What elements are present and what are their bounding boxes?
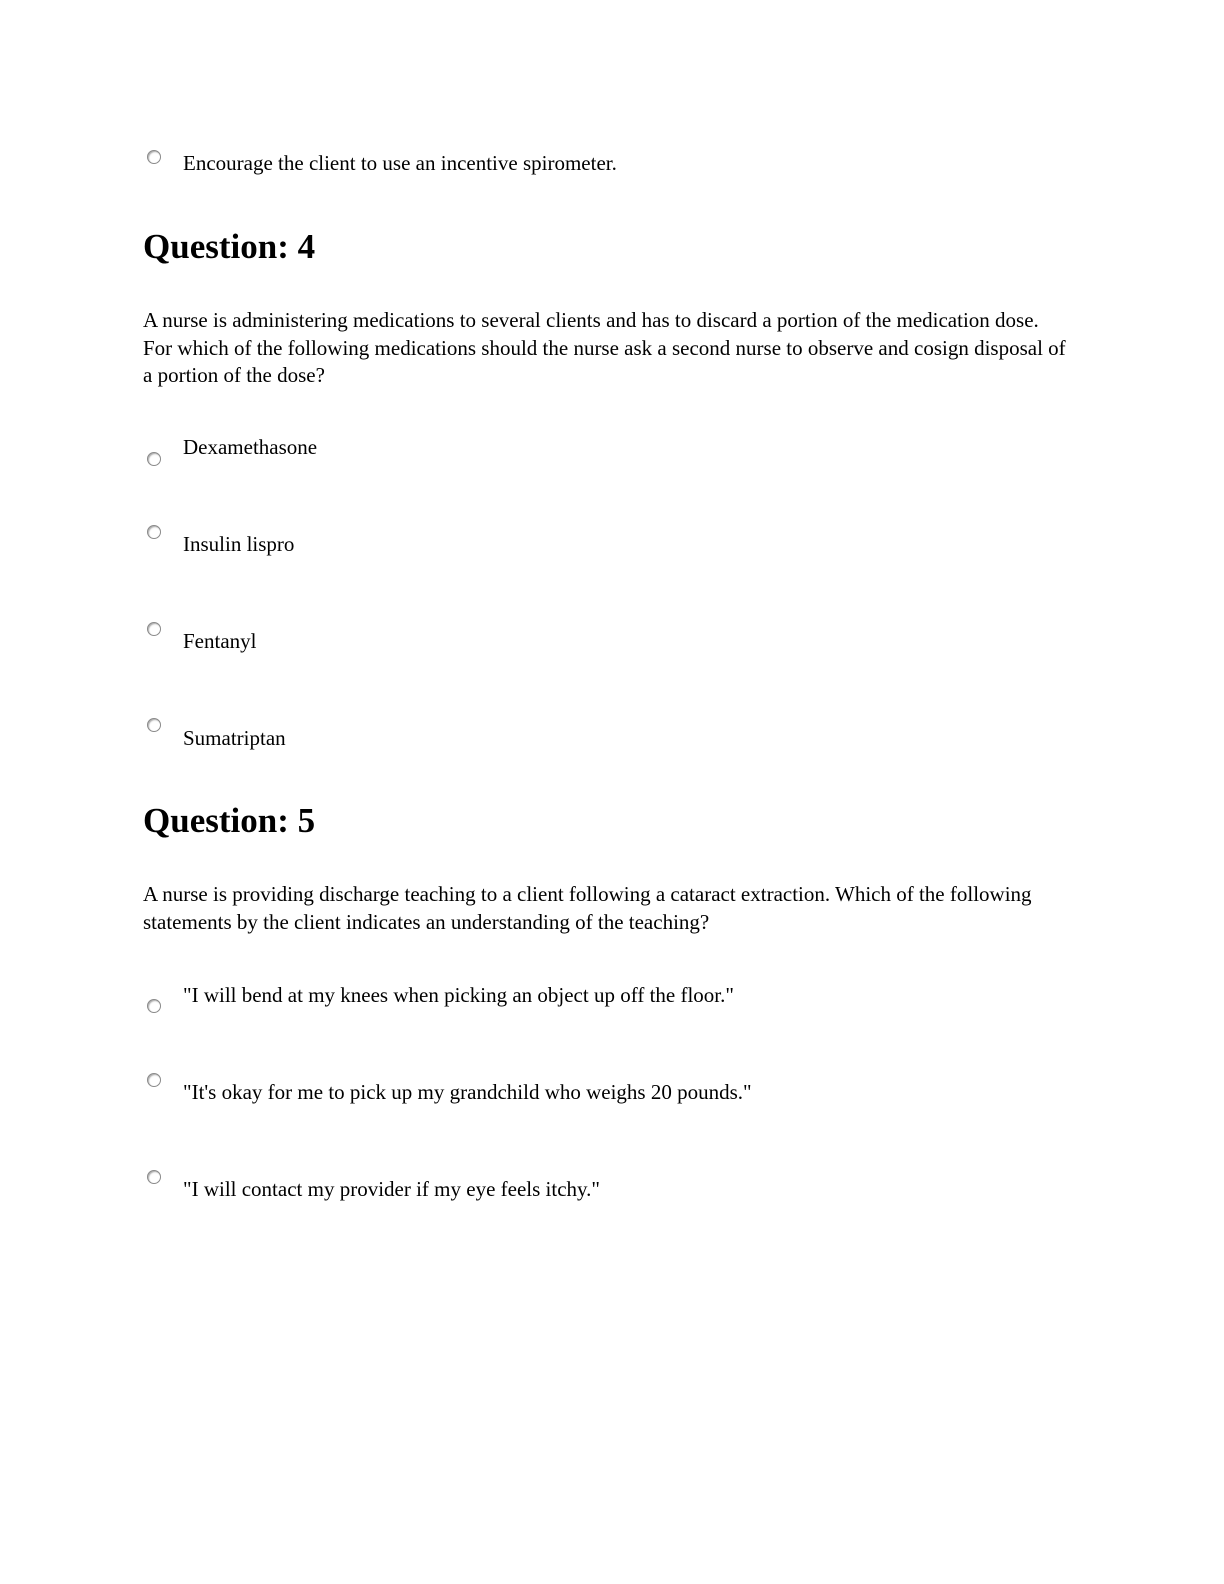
radio-button-q5-option-1[interactable] bbox=[147, 999, 161, 1013]
radio-button-q5-option-3[interactable] bbox=[147, 1170, 161, 1184]
q5-option-1-text: "I will bend at my knees when picking an object up off the floor." bbox=[183, 983, 734, 1007]
q4-option-2-text: Insulin lispro bbox=[183, 532, 295, 556]
question-4-stem: A nurse is administering medications to several clients and has to discard a portion of the medication dose. For which of the following medications should the nurse ask a second nurse to observe and cosign disposal of a portion of the dose? bbox=[143, 308, 1066, 387]
q3-option-text: Encourage the client to use an incentive spirometer. bbox=[183, 151, 617, 175]
question-5-heading: Question: 5 bbox=[143, 801, 316, 840]
radio-button-q3-option[interactable] bbox=[147, 150, 161, 164]
question-5-stem: A nurse is providing discharge teaching to a client following a cataract extraction. Which of the following statements by the client indicates an understanding of the teaching? bbox=[143, 882, 1032, 934]
q5-option-3-text: "I will contact my provider if my eye feels itchy." bbox=[183, 1177, 600, 1201]
radio-button-q4-option-3[interactable] bbox=[147, 622, 161, 636]
radio-button-q4-option-1[interactable] bbox=[147, 452, 161, 466]
question-4-heading: Question: 4 bbox=[143, 227, 316, 266]
q4-option-3-text: Fentanyl bbox=[183, 629, 257, 653]
radio-button-q4-option-4[interactable] bbox=[147, 718, 161, 732]
radio-button-q5-option-2[interactable] bbox=[147, 1073, 161, 1087]
q4-option-4-text: Sumatriptan bbox=[183, 726, 286, 750]
q5-option-2-text: "It's okay for me to pick up my grandchild who weighs 20 pounds." bbox=[183, 1080, 752, 1104]
radio-button-q4-option-2[interactable] bbox=[147, 525, 161, 539]
q4-option-1-text: Dexamethasone bbox=[183, 435, 318, 459]
